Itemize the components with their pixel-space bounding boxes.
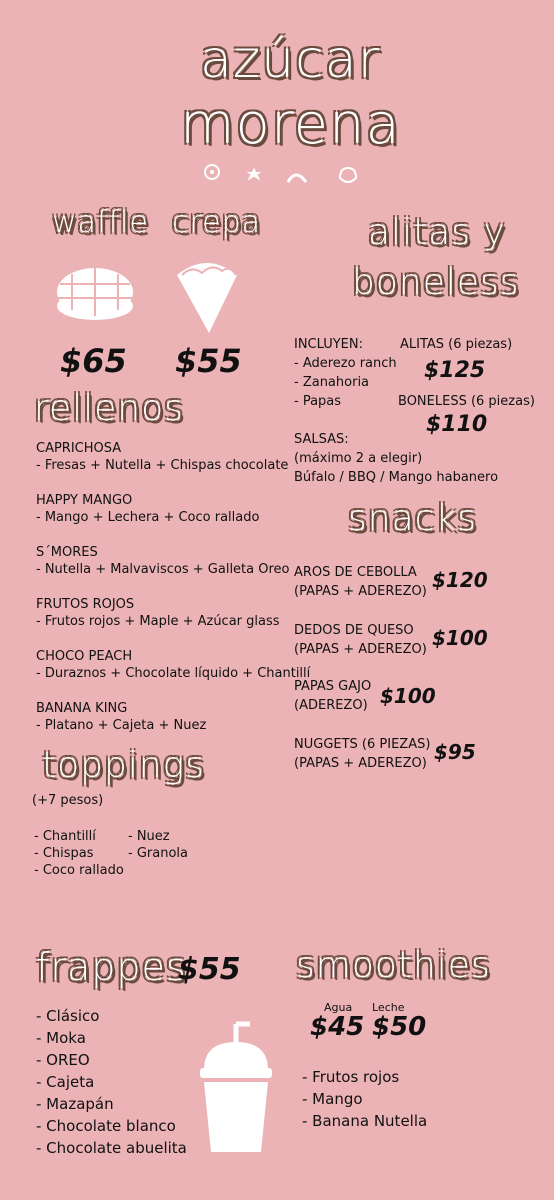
- snack-line1: AROS DE CEBOLLA: [294, 565, 417, 580]
- rellenos-title: rellenos: [34, 388, 184, 429]
- crepe-icon: [172, 255, 242, 335]
- smoothie-item: - Mango: [302, 1090, 363, 1108]
- snack-price: $95: [434, 740, 476, 764]
- snack-price: $100: [380, 684, 436, 708]
- waffle-price: $65: [60, 342, 127, 380]
- snacks-title: snacks: [348, 498, 478, 539]
- salsas-block: [294, 431, 498, 486]
- relleno-name: CHOCO PEACH: [36, 649, 133, 664]
- frappe-cup-icon: [196, 1020, 276, 1160]
- relleno-desc: - Duraznos + Chocolate líquido + Chantillí: [36, 666, 311, 681]
- relleno-desc: - Frutos rojos + Maple + Azúcar glass: [36, 614, 280, 629]
- frappes-title: frappes: [36, 945, 187, 989]
- salsas-label: SALSAS:: [294, 432, 349, 447]
- relleno-name: FRUTOS ROJOS: [36, 597, 135, 612]
- frappe-item: - Chocolate blanco: [36, 1117, 176, 1135]
- smoothie-item: - Banana Nutella: [302, 1112, 428, 1130]
- incluyen-label: INCLUYEN:: [294, 337, 364, 352]
- incluyen-block: [294, 336, 397, 410]
- toppings-col1: [34, 828, 124, 879]
- relleno-item: [36, 596, 310, 630]
- relleno-desc: - Nutella + Malvaviscos + Galleta Oreo: [36, 562, 290, 577]
- incluyen-item: - Zanahoria: [294, 375, 370, 390]
- smoothie-item: - Frutos rojos: [302, 1068, 400, 1086]
- snack-price: $120: [432, 568, 488, 592]
- snack-item: [294, 736, 430, 772]
- snack-item: [294, 564, 427, 600]
- frappe-item: - Mazapán: [36, 1095, 114, 1113]
- snack-line1: NUGGETS (6 PIEZAS): [294, 737, 431, 752]
- frappe-item: - Clásico: [36, 1007, 100, 1025]
- toppings-title: toppings: [42, 745, 206, 786]
- relleno-name: CAPRICHOSA: [36, 441, 122, 456]
- brand-line1: azúcar: [200, 30, 380, 90]
- frappes-price: $55: [178, 952, 241, 987]
- toppings-col2: [128, 828, 188, 862]
- snack-line2: (PAPAS + ADEREZO): [294, 756, 427, 771]
- snack-item: [294, 622, 427, 658]
- relleno-name: HAPPY MANGO: [36, 493, 133, 508]
- waffle-title: waffle: [52, 205, 149, 240]
- alitas-label: ALITAS (6 piezas): [400, 337, 513, 352]
- relleno-item: [36, 544, 310, 578]
- smoothie-leche-label: Leche: [372, 1001, 405, 1014]
- incluyen-item: - Papas: [294, 394, 342, 409]
- salsas-note: (máximo 2 a elegir): [294, 451, 423, 466]
- relleno-item: [36, 440, 310, 474]
- snack-price: $100: [432, 626, 488, 650]
- frappe-item: - OREO: [36, 1051, 90, 1069]
- snack-line2: (ADEREZO): [294, 698, 368, 713]
- waffle-icon: [50, 258, 140, 328]
- alitas-title-line1: alitas y: [368, 212, 506, 253]
- topping-item: - Granola: [128, 846, 188, 861]
- rellenos-list: [36, 440, 310, 752]
- smoothie-agua-price: $45: [310, 1012, 365, 1042]
- frappe-item: - Chocolate abuelita: [36, 1139, 187, 1157]
- salsas-list: Búfalo / BBQ / Mango habanero: [294, 470, 499, 485]
- frappe-item: - Moka: [36, 1029, 86, 1047]
- snack-line2: (PAPAS + ADEREZO): [294, 584, 427, 599]
- crepa-price: $55: [175, 342, 242, 380]
- relleno-item: [36, 492, 310, 526]
- decoration-icons: [190, 160, 390, 200]
- alitas-price: $125: [424, 358, 486, 383]
- smoothie-agua-label: Agua: [324, 1001, 353, 1014]
- snack-line2: (PAPAS + ADEREZO): [294, 642, 427, 657]
- smoothies-title: smoothies: [296, 945, 491, 986]
- relleno-name: S´MORES: [36, 545, 98, 560]
- frappes-list: [36, 1005, 187, 1159]
- topping-item: - Nuez: [128, 829, 170, 844]
- topping-item: - Chispas: [34, 846, 94, 861]
- boneless-label: BONELESS (6 piezas): [398, 394, 535, 409]
- boneless-price: $110: [426, 412, 488, 437]
- relleno-item: [36, 700, 310, 734]
- topping-item: - Coco rallado: [34, 863, 124, 878]
- relleno-item: [36, 648, 310, 682]
- alitas-title-line2: boneless: [352, 262, 520, 303]
- snack-item: [294, 678, 371, 714]
- snack-line1: PAPAS GAJO: [294, 679, 372, 694]
- topping-item: - Chantillí: [34, 829, 96, 844]
- frappe-item: - Cajeta: [36, 1073, 95, 1091]
- brand-line2: morena: [180, 92, 401, 157]
- relleno-desc: - Fresas + Nutella + Chispas chocolate: [36, 458, 289, 473]
- relleno-name: BANANA KING: [36, 701, 128, 716]
- relleno-desc: - Mango + Lechera + Coco rallado: [36, 510, 260, 525]
- crepa-title: crepa: [172, 205, 262, 240]
- smoothies-list: [302, 1066, 427, 1132]
- toppings-note: (+7 pesos): [32, 793, 104, 808]
- incluyen-item: - Aderezo ranch: [294, 356, 397, 371]
- snack-line1: DEDOS DE QUESO: [294, 623, 414, 638]
- relleno-desc: - Platano + Cajeta + Nuez: [36, 718, 207, 733]
- smoothie-leche-price: $50: [372, 1012, 427, 1042]
